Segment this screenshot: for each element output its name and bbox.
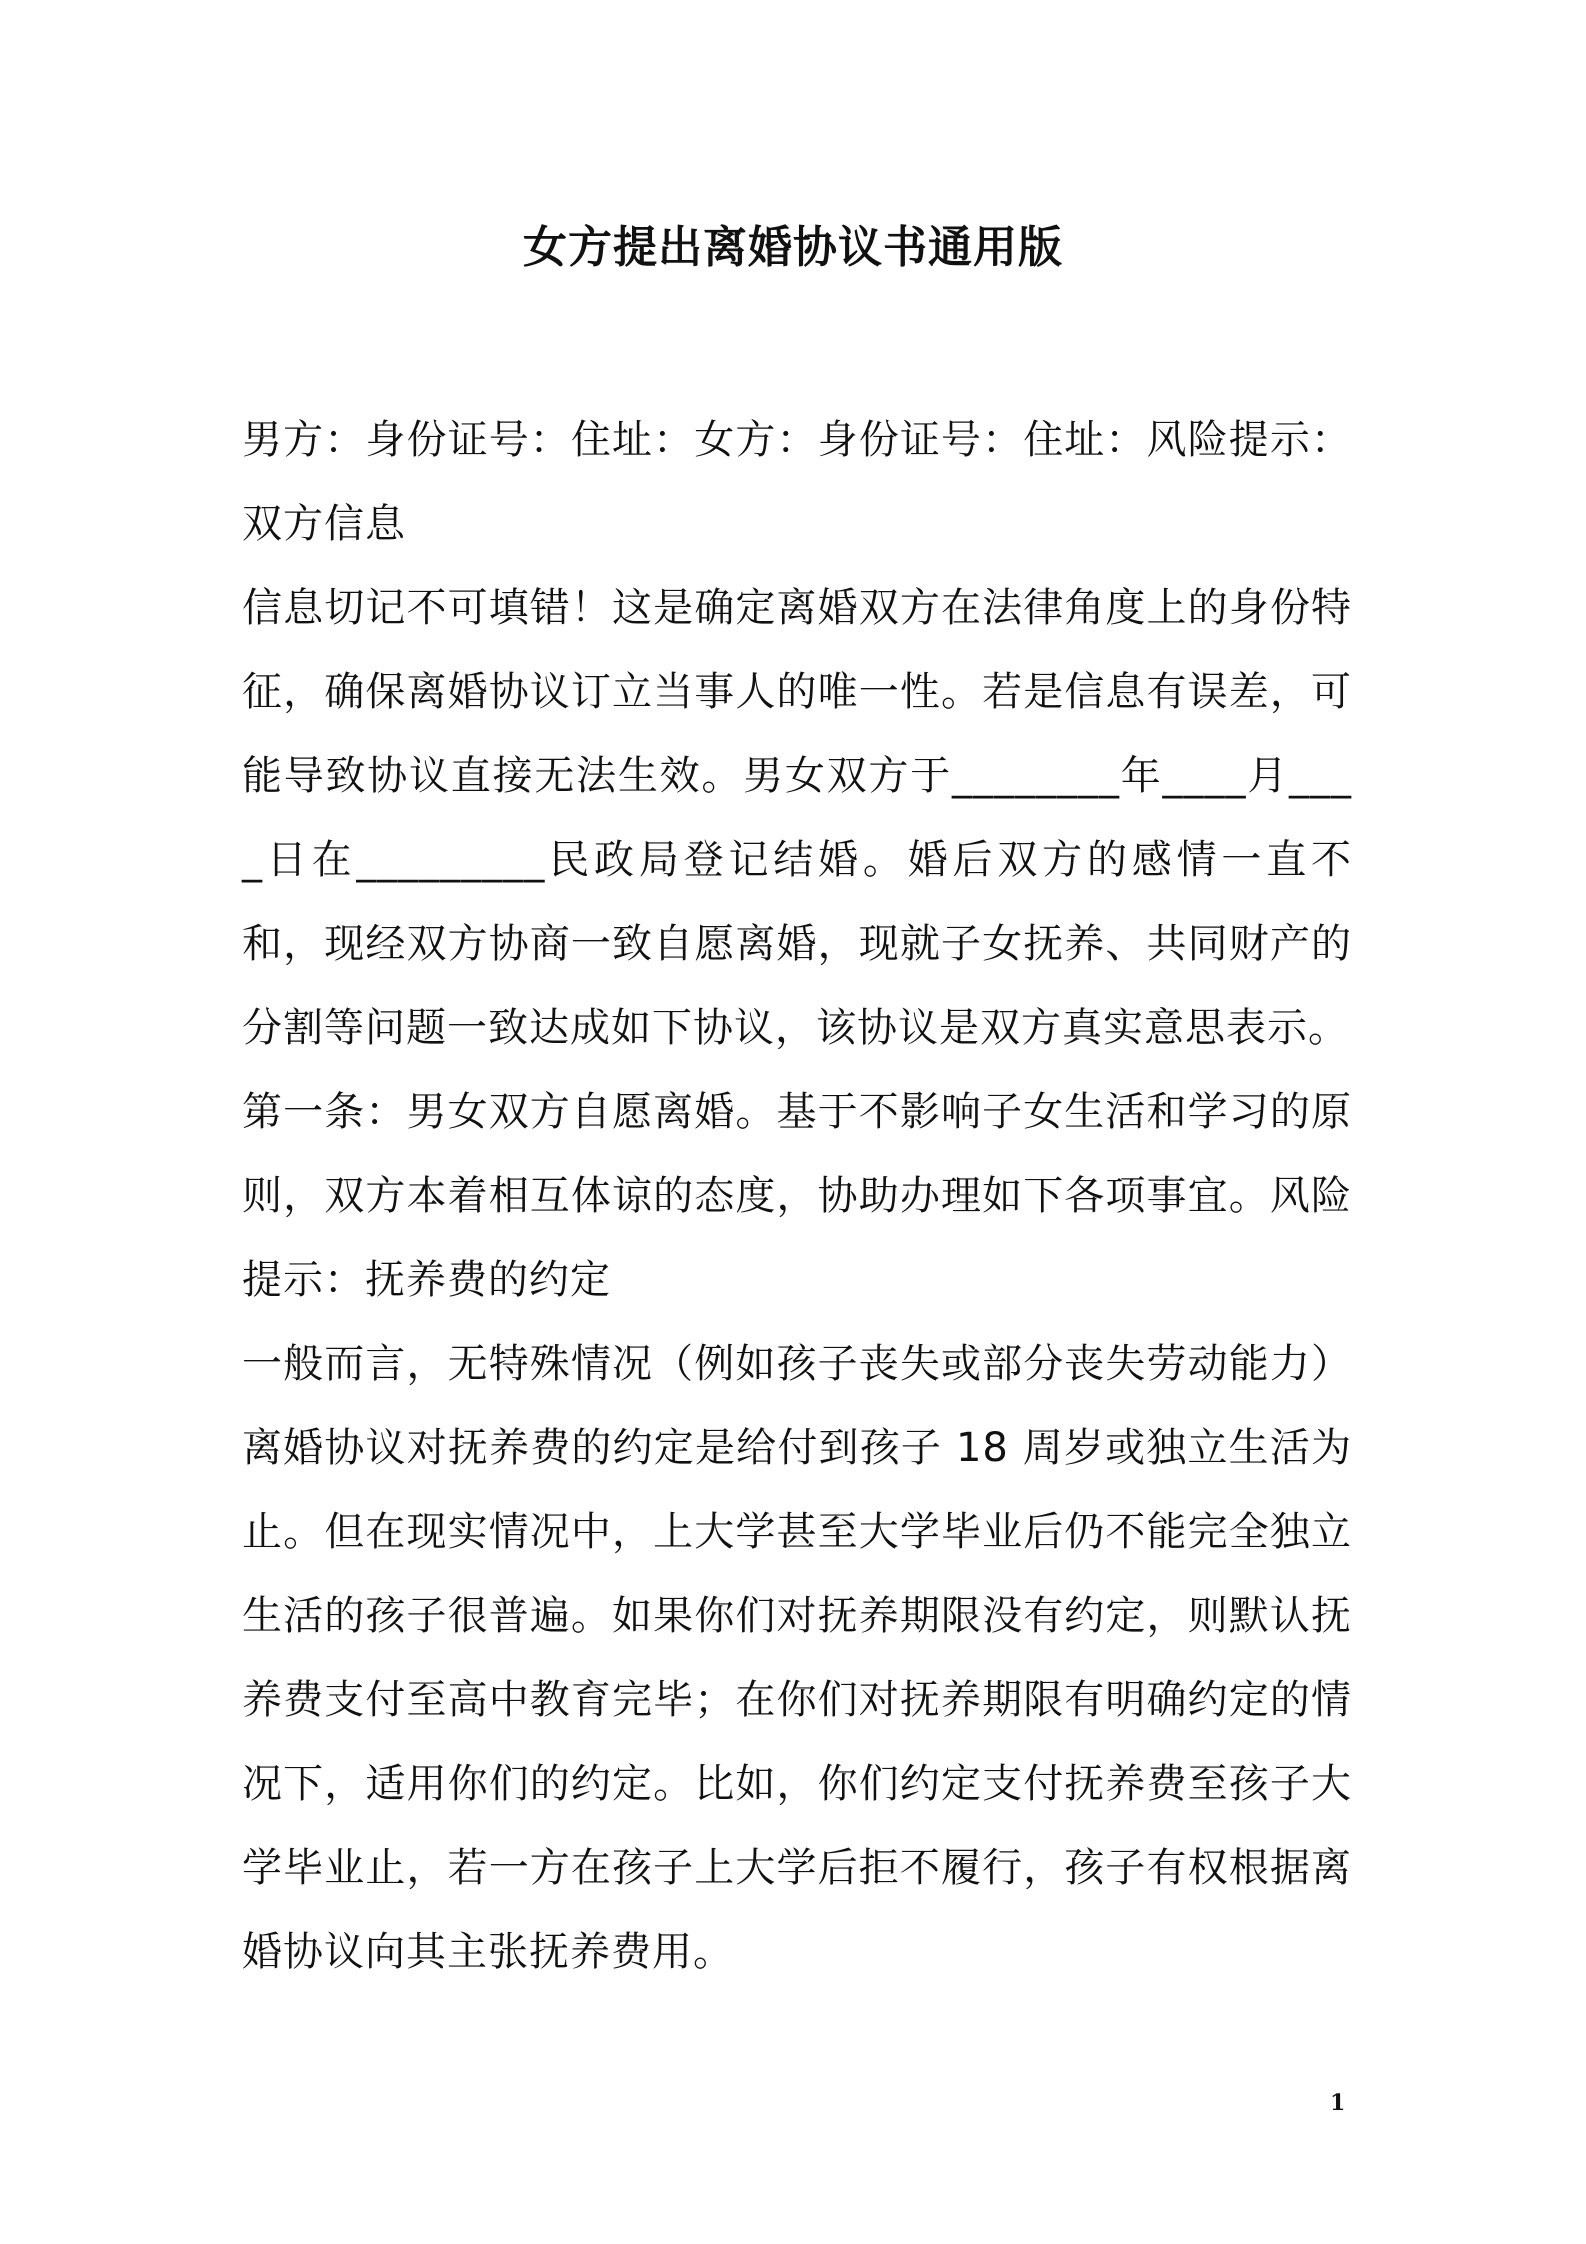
document-body — [242, 398, 1352, 1994]
paragraph-article-one: 第一条：男女双方自愿离婚。基于不影响子女生活和学习的原则，双方本着相互体谅的态度，协助办理如下各项事宜。风险提示：抚养费的约定 — [242, 1089, 1352, 1303]
document-title: 女方提出离婚协议书通用版 — [523, 222, 1063, 273]
paragraph-party-info: 男方：身份证号：住址：女方：身份证号：住址：风险提示：双方信息 — [242, 417, 1352, 547]
page-number: 1 — [1330, 2090, 1346, 2116]
paragraph-child-support: 一般而言，无特殊情况（例如孩子丧失或部分丧失劳动能力）离婚协议对抚养费的约定是给付到孩子 18 周岁或独立生活为止。但在现实情况中，上大学甚至大学毕业后仍不能完全独立生活的孩子很普遍。如果你们对抚养期限没有约定，则默认抚养费支付至高中教育完毕；在你们对抚养期限有明确约定的情况下，适用你们的约定。比如，你们约定支付抚养费至孩子大学毕业止，若一方在孩子上大学后拒不履行，孩子有权根据离婚协议向其主张抚养费用。 — [242, 1341, 1352, 1975]
paragraph-info-warning: 信息切记不可填错！这是确定离婚双方在法律角度上的身份特征，确保离婚协议订立当事人的唯一性。若是信息有误差，可能导致协议直接无法生效。男女双方于________年____月____日在_________民政局登记结婚。婚后双方的感情一直不和，现经双方协商一致自愿离婚，现就子女抚养、共同财产的分割等问题一致达成如下协议，该协议是双方真实意思表示。 — [242, 585, 1352, 1051]
